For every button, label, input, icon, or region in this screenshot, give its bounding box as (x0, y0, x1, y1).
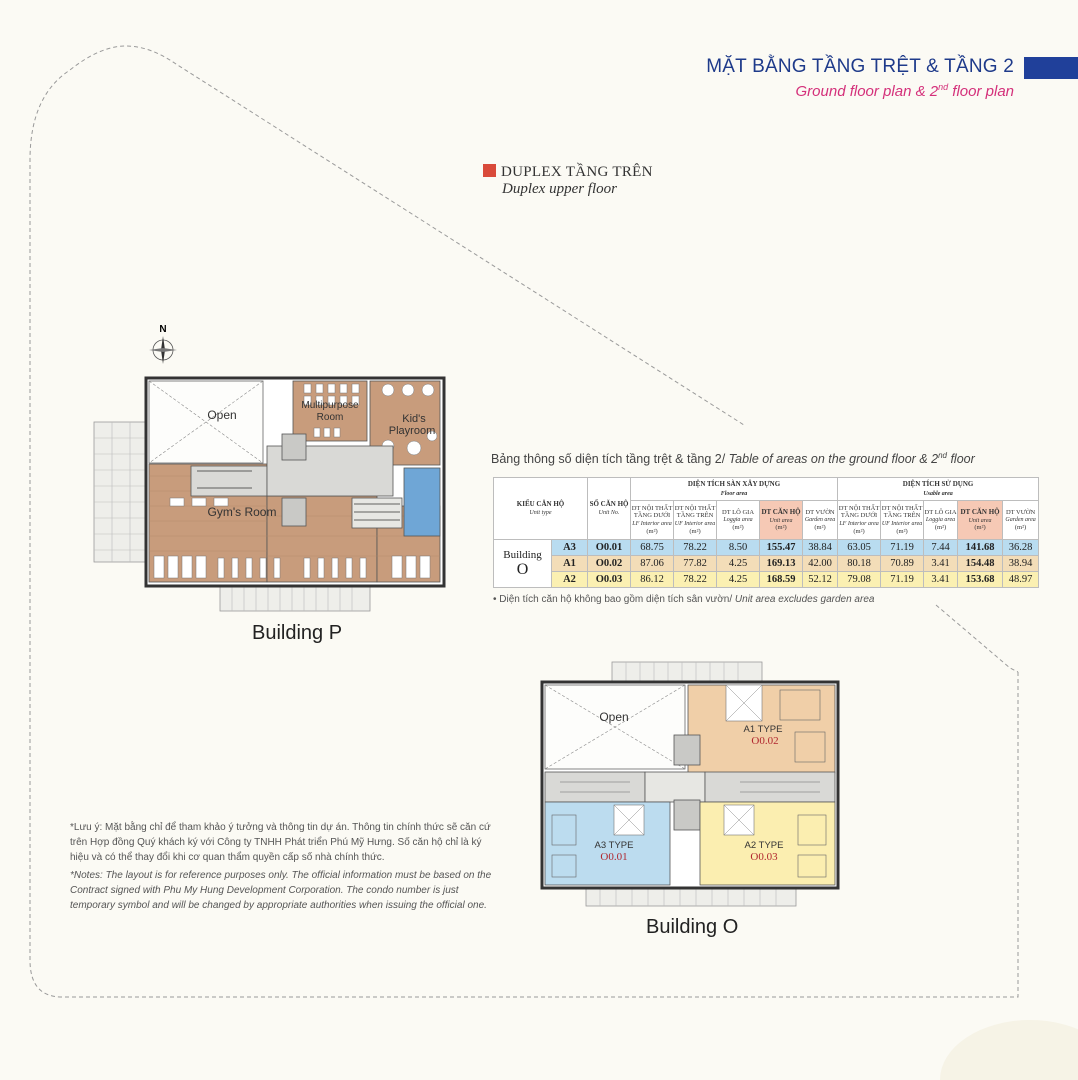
room-label-playroom: Playroom (388, 425, 436, 437)
legend (483, 163, 653, 198)
cell: 3.41 (924, 572, 958, 588)
table-footnote: • Diện tích căn hộ không bao gồm diện tích sân vườn/ Unit area excludes garden area (493, 594, 875, 605)
table-row (494, 572, 1039, 588)
cell: 7.44 (924, 540, 958, 556)
room-label-kids: Kid's (402, 413, 426, 425)
area-table (493, 477, 1039, 588)
legend-label-vi: DUPLEX TẦNG TRÊN (501, 164, 653, 180)
th-col: DT LÔ GIA Loggia area (m²) (924, 501, 958, 540)
note-en: *Notes: The layout is for reference purposes only. The official information must be based on the Contract signed with Phu My Hung Development Corporation. The condo number is just temporary symbol and will be changed by appropriate authorities when issuing the official one. (70, 870, 492, 911)
cell-unit-area: 155.47 (760, 540, 803, 556)
cell: 36.28 (1003, 540, 1039, 556)
cell: 78.22 (674, 572, 717, 588)
cell: 79.08 (838, 572, 881, 588)
cell-usable-unit-area: 141.68 (958, 540, 1003, 556)
th-usable-area: DIỆN TÍCH SỬ DỤNG Usable area (838, 478, 1039, 501)
cell: 48.97 (1003, 572, 1039, 588)
cell-unit-no: O0.02 (588, 556, 631, 572)
cell-unit-area: 168.59 (760, 572, 803, 588)
building-o-floor-plan (540, 660, 840, 910)
table-header-group-row (494, 478, 1039, 501)
table-caption: Bảng thông số diện tích tầng trệt & tầng 2/ Table of areas on the ground floor & 2nd floor (491, 451, 975, 467)
unit-number-label: O0.01 (600, 851, 628, 863)
th-col: DT VƯỜN Garden area (m²) (803, 501, 838, 540)
page-subtitle: Ground floor plan & 2nd floor plan (795, 82, 1014, 100)
cell: 71.19 (881, 572, 924, 588)
cell: 4.25 (717, 572, 760, 588)
cell: 38.84 (803, 540, 838, 556)
cell: 71.19 (881, 540, 924, 556)
cell: 86.12 (631, 572, 674, 588)
th-col: DT NỘI THẤT TẦNG TRÊN UF Interior area (m²) (674, 501, 717, 540)
cell-usable-unit-area: 153.68 (958, 572, 1003, 588)
room-label-multipurpose: Multipurpose (301, 400, 359, 411)
cell: 70.89 (881, 556, 924, 572)
cell: 8.50 (717, 540, 760, 556)
note-vi: *Lưu ý: Mặt bằng chỉ để tham khảo ý tưởng và thông tin dự án. Thông tin chính thức sẽ căn cứ trên Hợp đồng Quý khách ký với Công ty TNHH Phát triển Phú Mỹ Hưng. Số căn hộ chỉ là ký hiệu và có thể thay đổi khi cơ quan thẩm quyền cấp số nhà chính thức. (70, 822, 491, 863)
legend-swatch (483, 164, 496, 177)
unit-number-label: O0.02 (751, 735, 779, 747)
th-col: DT CĂN HỘ Unit area (m²) (760, 501, 803, 540)
compass-icon (146, 322, 180, 366)
cell-type: A1 (552, 556, 588, 572)
unit-number-label: O0.03 (750, 851, 778, 863)
table-row (494, 540, 1039, 556)
compass-north-label: N (159, 324, 167, 335)
th-floor-area: DIỆN TÍCH SÀN XÂY DỰNG Floor area (631, 478, 838, 501)
disclaimer-note (70, 820, 495, 913)
room-label-open: Open (207, 408, 237, 422)
room-label-open: Open (599, 710, 629, 724)
cell: 3.41 (924, 556, 958, 572)
cell: 87.06 (631, 556, 674, 572)
cell: 38.94 (1003, 556, 1039, 572)
th-col: DT CĂN HỘ Unit area (m²) (958, 501, 1003, 540)
page-title: MẶT BẰNG TẦNG TRỆT & TẦNG 2 (706, 56, 1014, 77)
cell-unit-no: O0.03 (588, 572, 631, 588)
th-col: DT LÔ GIA Loggia area (m²) (717, 501, 760, 540)
cell-usable-unit-area: 154.48 (958, 556, 1003, 572)
building-o-label: Building O (646, 916, 739, 938)
room-label-gym: Gym's Room (207, 505, 277, 519)
legend-label-en: Duplex upper floor (502, 181, 617, 197)
cell-type: A3 (552, 540, 588, 556)
cell-unit-no: O0.01 (588, 540, 631, 556)
unit-type-label: A1 TYPE (743, 724, 783, 735)
cell: 78.22 (674, 540, 717, 556)
table-row (494, 556, 1039, 572)
building-p-floor-plan (92, 376, 448, 612)
cell-type: A2 (552, 572, 588, 588)
th-unit-type: KIỂU CĂN HỘ Unit type (494, 478, 588, 540)
th-unit-no: SỐ CĂN HỘ Unit No. (588, 478, 631, 540)
unit-type-label: A3 TYPE (594, 840, 634, 851)
th-col: DT NỘI THẤT TẦNG DƯỚI LF Interior area (m²) (631, 501, 674, 540)
unit-type-label: A2 TYPE (744, 840, 784, 851)
room-label-multipurpose-2: Room (316, 412, 344, 423)
cell: 4.25 (717, 556, 760, 572)
title-accent-bar (1024, 57, 1078, 79)
th-col: DT NỘI THẤT TẦNG DƯỚI LF Interior area (m²) (838, 501, 881, 540)
cell: 63.05 (838, 540, 881, 556)
building-p-label: Building P (252, 622, 343, 644)
cell: 68.75 (631, 540, 674, 556)
cell-unit-area: 169.13 (760, 556, 803, 572)
th-col: DT VƯỜN Garden area (m²) (1003, 501, 1039, 540)
cell: 42.00 (803, 556, 838, 572)
building-cell: Building O (494, 540, 552, 588)
cell: 80.18 (838, 556, 881, 572)
cell: 52.12 (803, 572, 838, 588)
th-col: DT NỘI THẤT TẦNG TRÊN UF Interior area (m²) (881, 501, 924, 540)
cell: 77.82 (674, 556, 717, 572)
